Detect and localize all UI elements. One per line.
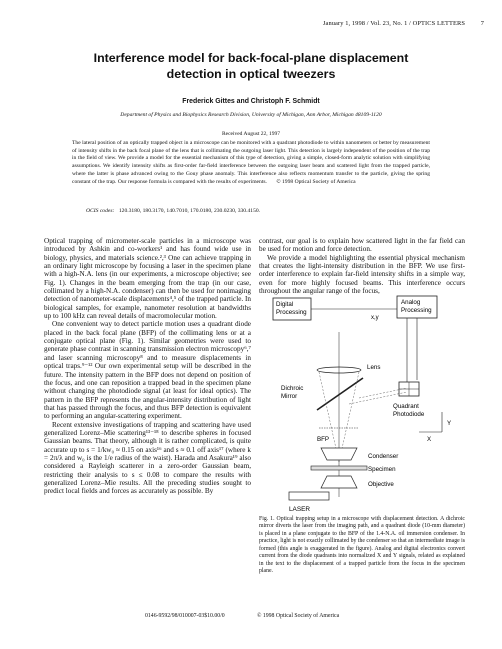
title-line-1: Interference model for back-focal-plane displacement <box>93 51 409 65</box>
digital-label: Digital <box>276 301 294 308</box>
ocis-codes <box>72 208 444 214</box>
condenser-shape <box>321 448 357 460</box>
title-line-2: detection in optical tweezers <box>166 67 336 81</box>
y-axis-label: Y <box>447 420 452 427</box>
running-head <box>323 20 484 27</box>
figure-1-setup-diagram <box>259 292 465 514</box>
footer-copyright: © 1998 Optical Society of America <box>257 613 340 619</box>
specimen-slide <box>311 466 367 470</box>
x-axis-label: X <box>427 436 432 443</box>
paragraph: Recent extensive investigations of trapping and scattering have used generalized Lorenz–Mie scattering¹³⁻¹⁸ to describe spheres in focused Gaussian beams. That theory, although it is rather complicated, is quite accurate up to s = 1/kw₀ ≈ 0.15 on axis¹⁶ and s ≈ 0.1 off axis¹⁷ (where k = 2π/λ and w₀ is the 1/e radius of the waist). Harada and Asakura¹⁹ also considered a Rayleigh scatterer in a zero-order Gaussian beam, restricting their analysis to s ≤ 0.08 to compare the results with generalized Lorenz–Mie results. All the preceding studies sought to predict local fields and forces as accurately as possible. By <box>44 420 251 496</box>
digital-processing-label: Processing <box>276 309 307 316</box>
photodiode-label: Photodiode <box>393 411 425 418</box>
abstract-copyright: © 1998 Optical Society of America <box>276 178 356 185</box>
abstract-text: The lateral position of an optically trapped object in a microscope can be monitored with a quadrant photodiode to within nanometers or better by measurement of intensity shifts in the back focal plane of the lens that is collimating the outgoing laser light. This detection is largely independent of the position of the trap in the field of view. We provide a model for the essential mechanism of this type of detection, giving a simple, closed-form analytic solution with simplifying assumptions. We identify intensity shifts as first-order far-field interference between the outgoing laser beam and scattered light from the trapped particle, where the latter is phase advanced owing to the Gouy phase anomaly. This interference also reflects momentum transfer to the particle, giving the spring constant of the trap. Our response formula is compared with the results of experiments. <box>72 140 430 185</box>
left-column <box>44 237 251 496</box>
paragraph: One convenient way to detect particle motion uses a quadrant diode placed in the back focal plane (BFP) of the collimating lens or at a conjugate optical plane (Fig. 1). Similar geometries were used to generate phase contrast in scanning transmission electron microscopy⁶,⁷ and laser scanning microscopy⁸ and to measure displacements in optical traps.⁹⁻¹² Our own experimental setup will be described in the future. The intensity pattern in the BFP does not depend on position of the focus, and one can reposition a trapped bead in the specimen plane without changing the photodiode signal (at least for ideal optics). The pattern in the BFP represents the angular-intensity distribution of light that has passed through the focus, and thus BFP detection is equivalent to performing an angular-scattering experiment. <box>44 320 251 421</box>
right-column <box>259 237 465 295</box>
analog-label: Analog <box>401 299 421 306</box>
running-head-text: January 1, 1998 / Vol. 23, No. 1 / OPTICS LETTERS <box>322 20 465 27</box>
figure-1-caption: Fig. 1. Optical trapping setup in a microscope with displacement detection. A dichroic mirror diverts the laser from the imaging path, and a quadrant diode (10-mm diameter) is placed in a plane conjugate to the BFP of the 1.4-N.A. oil immersion condenser. In practice, light is not exactly collimated by the condenser so that an intermediate image is formed (this angle is exaggerated in the figure). Analog and digital electronics convert current from the diode quadrants into normalized X and Y signals, related as explained in the text to the displacement of a trapped particle from the focus in the specimen plane. <box>259 516 465 575</box>
page-number: 7 <box>480 20 484 27</box>
ocis-values: 120.3180, 180.3170, 140.7010, 170.0180, 230.0230, 330.4150. <box>118 208 261 214</box>
objective-label: Objective <box>368 481 394 488</box>
affiliation: Department of Physics and Biophysics Research Division, University of Michigan, Ann Arbor, Michigan 48109-1120 <box>120 112 382 118</box>
specimen-label: Specimen <box>368 466 396 473</box>
paragraph: contrast, our goal is to explain how scattered light in the far field can be used for motion and force detection. <box>259 237 465 254</box>
condenser-label: Condenser <box>368 453 399 460</box>
objective-shape <box>321 476 357 488</box>
article-title <box>0 50 502 82</box>
abstract <box>72 140 430 186</box>
mirror-label: Mirror <box>281 393 298 400</box>
dichroic-label: Dichroic <box>281 385 304 392</box>
laser-label: LASER <box>289 506 310 513</box>
laser-source <box>289 492 329 500</box>
bfp-label: BFP <box>317 436 330 443</box>
paragraph: We provide a model highlighting the essential physical mechanism that creates the light-intensity distribution in the BFP. We use first-order interference to explain far-field intensity shifts in a simple way, even for more highly focused beams. This interference occurs throughout the angular range of the focus, <box>259 253 465 296</box>
authors: Frederick Gittes and Christoph F. Schmidt <box>182 98 320 105</box>
xy-label: x,y <box>371 315 379 321</box>
received-date: Received August 22, 1997 <box>221 131 281 137</box>
quadrant-label: Quadrant <box>393 403 419 410</box>
lens-label: Lens <box>367 364 381 371</box>
paragraph: Optical trapping of micrometer-scale particles in a microscope was introduced by Ashkin and co-workers¹ and has found wide use in biology, physics, and materials science.²,³ One can achieve trapping in an ordinary light microscope by focusing a laser in the specimen plane with a high-N.A. lens (in our experiments, a microscope objective; see Fig. 1). Changes in the beam emerging from the trap (in our case, collimated by a high-N.A. condenser) can then be used for nonimaging detection of nanometer-scale displacements⁴,⁵ of the trapped particle. In biological samples, for example, nanometer resolution at bandwidths up to 100 kHz can reveal details of macromolecular motion. <box>44 237 251 321</box>
footer-issn: 0146-9592/98/010007-03$10.00/0 <box>145 613 225 619</box>
ocis-label: OCIS codes: <box>86 208 115 214</box>
analog-processing-label: Processing <box>401 307 432 314</box>
